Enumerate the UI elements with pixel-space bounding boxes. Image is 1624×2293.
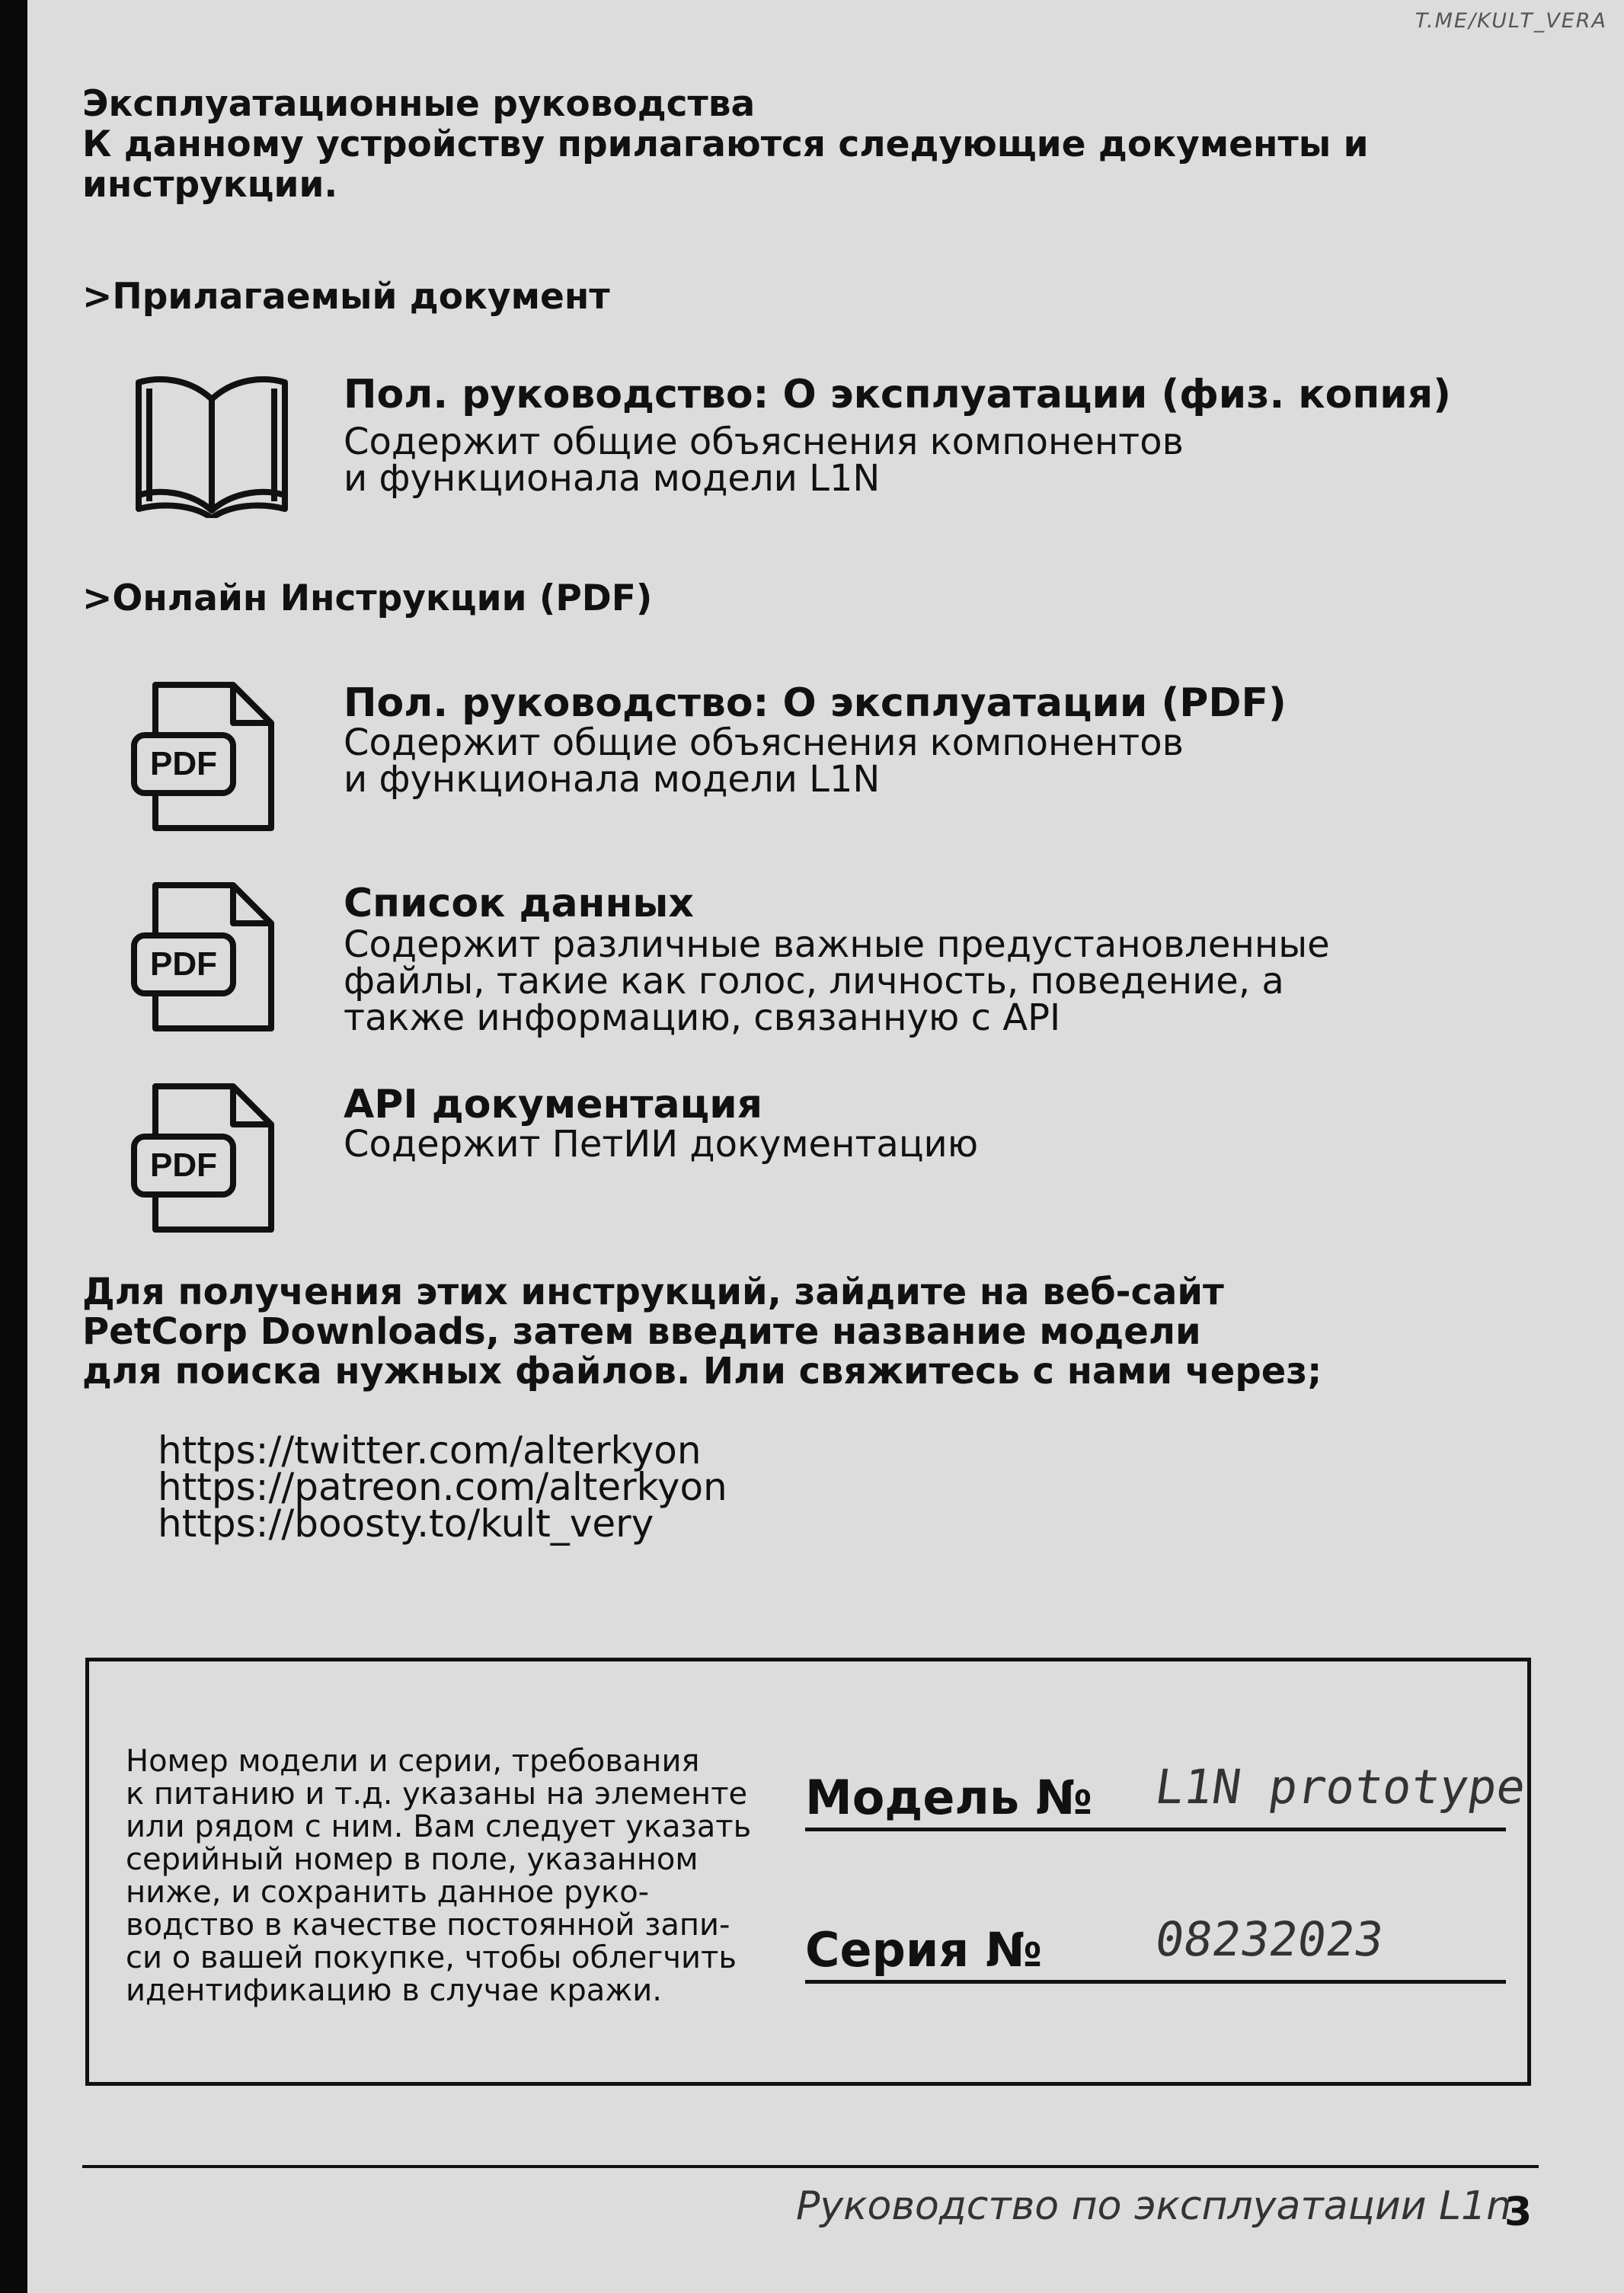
- document-item-api-docs[interactable]: [128, 1083, 1575, 1236]
- document-description: Содержит общие объяснения компонентов и функционала модели L1N: [344, 721, 1184, 801]
- link-twitter[interactable]: https://twitter.com/alterkyon: [158, 1428, 702, 1473]
- model-number-label: Модель №: [805, 1770, 1093, 1825]
- document-item-pdf-manual[interactable]: [128, 682, 1575, 834]
- registration-note: Номер модели и серии, требования к питанию и т.д. указаны на элементе или рядом с ним. Вам следует указать серийный номер в поле, указанном ниже, и сохранить данное руко- водство в качестве постоянной запи- си о вашей покупке, чтобы облегчить идентификацию в случае кражи.: [126, 1744, 752, 2008]
- model-number-line: [805, 1828, 1506, 1831]
- heading-title: Эксплуатационные руководства: [82, 83, 756, 125]
- document-description: Содержит различные важные предустановленные файлы, такие как голос, личность, поведение, а также информацию, связанную с API: [344, 923, 1330, 1039]
- heading-intro-cont: инструкции.: [82, 164, 338, 206]
- section-title-attached: >Прилагаемый документ: [82, 276, 610, 318]
- registration-box: [85, 1658, 1531, 2086]
- model-number-value: L1N prototype: [1151, 1759, 1530, 1815]
- footer-divider: [82, 2165, 1539, 2168]
- heading-intro: К данному устройству прилагаются следующие документы и: [82, 123, 1369, 165]
- pdf-label: PDF: [150, 1146, 217, 1184]
- contact-paragraph: Для получения этих инструкций, зайдите на веб-сайт PetCorp Downloads, затем введите название модели для поиска нужных файлов. Или свяжитесь с нами через;: [82, 1271, 1322, 1393]
- link-boosty[interactable]: https://boosty.to/kult_very: [158, 1501, 654, 1546]
- page-heading: [82, 84, 1530, 205]
- footer-title: Руководство по эксплуатации L1n: [796, 2183, 1512, 2229]
- document-title: API документация: [344, 1082, 763, 1127]
- pdf-file-icon: [128, 1083, 280, 1236]
- document-description: Содержит ПетИИ документацию: [344, 1123, 979, 1166]
- document-item-data-list[interactable]: [128, 881, 1575, 1039]
- page-spine: [0, 0, 27, 2293]
- document-description: Содержит общие объяснения компонентов и функционала модели L1N: [344, 421, 1184, 500]
- document-title: Список данных: [344, 881, 694, 926]
- watermark: T.ME/KULT_VERA: [1415, 9, 1607, 33]
- pdf-file-icon: [128, 682, 280, 834]
- serial-number-value: 08232023: [1151, 1911, 1387, 1967]
- contact-links: [158, 1428, 727, 1546]
- pdf-label: PDF: [150, 745, 217, 782]
- document-title: Пол. руководство: О эксплуатации (PDF): [344, 680, 1287, 726]
- link-patreon[interactable]: https://patreon.com/alterkyon: [158, 1465, 727, 1509]
- pdf-file-icon: [128, 882, 280, 1035]
- document-item-physical-manual: [128, 373, 1575, 526]
- document-title: Пол. руководство: О эксплуатации (физ. копия): [344, 372, 1451, 417]
- book-icon: [128, 373, 296, 518]
- serial-number-label: Серия №: [805, 1922, 1043, 1978]
- pdf-label: PDF: [150, 945, 217, 983]
- page-number: 3: [1504, 2189, 1533, 2235]
- serial-number-line: [805, 1980, 1506, 1984]
- section-title-online: >Онлайн Инструкции (PDF): [82, 577, 653, 619]
